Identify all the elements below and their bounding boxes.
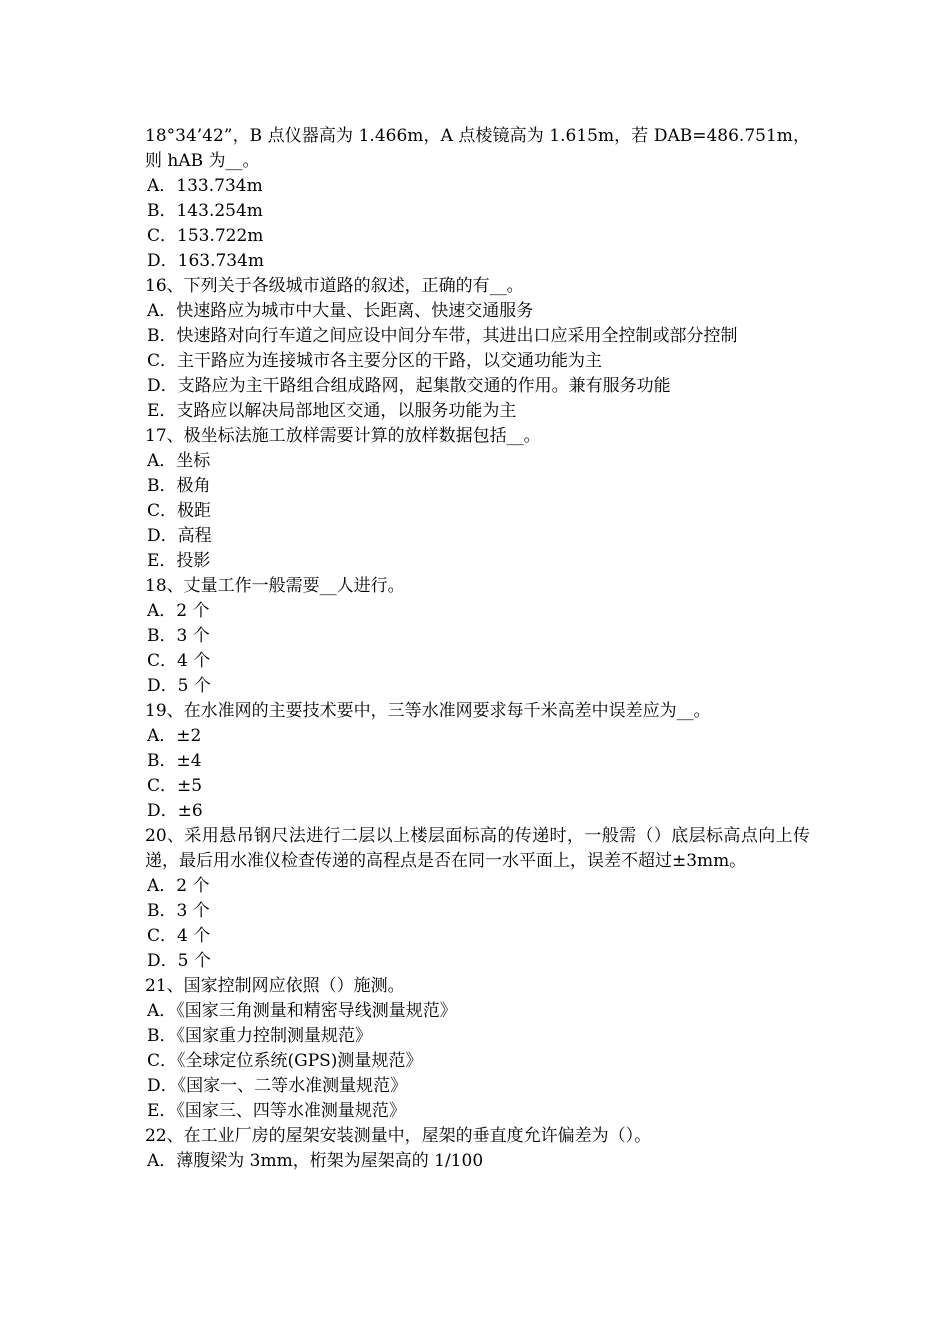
answer-option: A．坐标 — [147, 451, 211, 471]
question-text: 20、采用悬吊钢尺法进行二层以上楼层面标高的传递时，一般需（）底层标高点向上传递，最后用水准仪检查传递的高程点是否在同一水平面上，误差不超过±3mm。 — [145, 826, 810, 871]
answer-option: D．163.734m — [147, 251, 265, 271]
answer-option: C．主干路应为连接城市各主要分区的干路，以交通功能为主 — [147, 351, 603, 371]
answer-option: B．极角 — [147, 476, 211, 496]
answer-option: D．支路应为主干路组合组成路网，起集散交通的作用。兼有服务功能 — [147, 376, 671, 396]
answer-option: B．快速路对向行车道之间应设中间分车带，其进出口应采用全控制或部分控制 — [147, 326, 738, 346]
answer-option: B．±4 — [147, 751, 202, 771]
answer-option: A．2 个 — [147, 601, 210, 621]
question-text: 18°34’42”，B 点仪器高为 1.466m，A 点棱镜高为 1.615m，若 DAB=486.751m，则 hAB 为__。 — [145, 126, 810, 171]
question-text: 17、极坐标法施工放样需要计算的放样数据包括__。 — [145, 426, 541, 446]
answer-option: A．±2 — [147, 726, 202, 746]
answer-option: C．±5 — [147, 776, 203, 796]
answer-option: A．2 个 — [147, 876, 210, 896]
answer-option: D．5 个 — [147, 951, 211, 971]
question-text: 21、国家控制网应依照（）施测。 — [145, 976, 405, 996]
answer-option: E．《国家三、四等水准测量规范》 — [147, 1101, 406, 1121]
document-body — [145, 124, 810, 1174]
question-text: 18、丈量工作一般需要__人进行。 — [145, 576, 405, 596]
answer-option: C．极距 — [147, 501, 212, 521]
answer-option: C．《全球定位系统(GPS)测量规范》 — [147, 1051, 423, 1071]
answer-option: D．高程 — [147, 526, 212, 546]
question-text: 16、下列关于各级城市道路的叙述，正确的有__。 — [145, 276, 524, 296]
answer-option: D．5 个 — [147, 676, 211, 696]
answer-option: B．143.254m — [147, 201, 263, 221]
question-text: 22、在工业厂房的屋架安装测量中，屋架的垂直度允许偏差为（）。 — [145, 1126, 652, 1146]
answer-option: C．4 个 — [147, 651, 211, 671]
answer-option: D．《国家一、二等水准测量规范》 — [147, 1076, 408, 1096]
answer-option: C．153.722m — [147, 226, 264, 246]
question-text: 19、在水准网的主要技术要中，三等水准网要求每千米高差中误差应为__。 — [145, 701, 711, 721]
answer-option: E．支路应以解决局部地区交通，以服务功能为主 — [147, 401, 517, 421]
answer-option: E．投影 — [147, 551, 211, 571]
answer-option: A．133.734m — [147, 176, 263, 196]
answer-option: A．《国家三角测量和精密导线测量规范》 — [147, 1001, 457, 1021]
answer-option: A．快速路应为城市中大量、长距离、快速交通服务 — [147, 301, 534, 321]
answer-option: D．±6 — [147, 801, 203, 821]
answer-option: C．4 个 — [147, 926, 211, 946]
answer-option: A．薄腹梁为 3mm，桁架为屋架高的 1/100 — [147, 1151, 484, 1171]
answer-option: B．3 个 — [147, 626, 210, 646]
answer-option: B．3 个 — [147, 901, 210, 921]
answer-option: B．《国家重力控制测量规范》 — [147, 1026, 372, 1046]
